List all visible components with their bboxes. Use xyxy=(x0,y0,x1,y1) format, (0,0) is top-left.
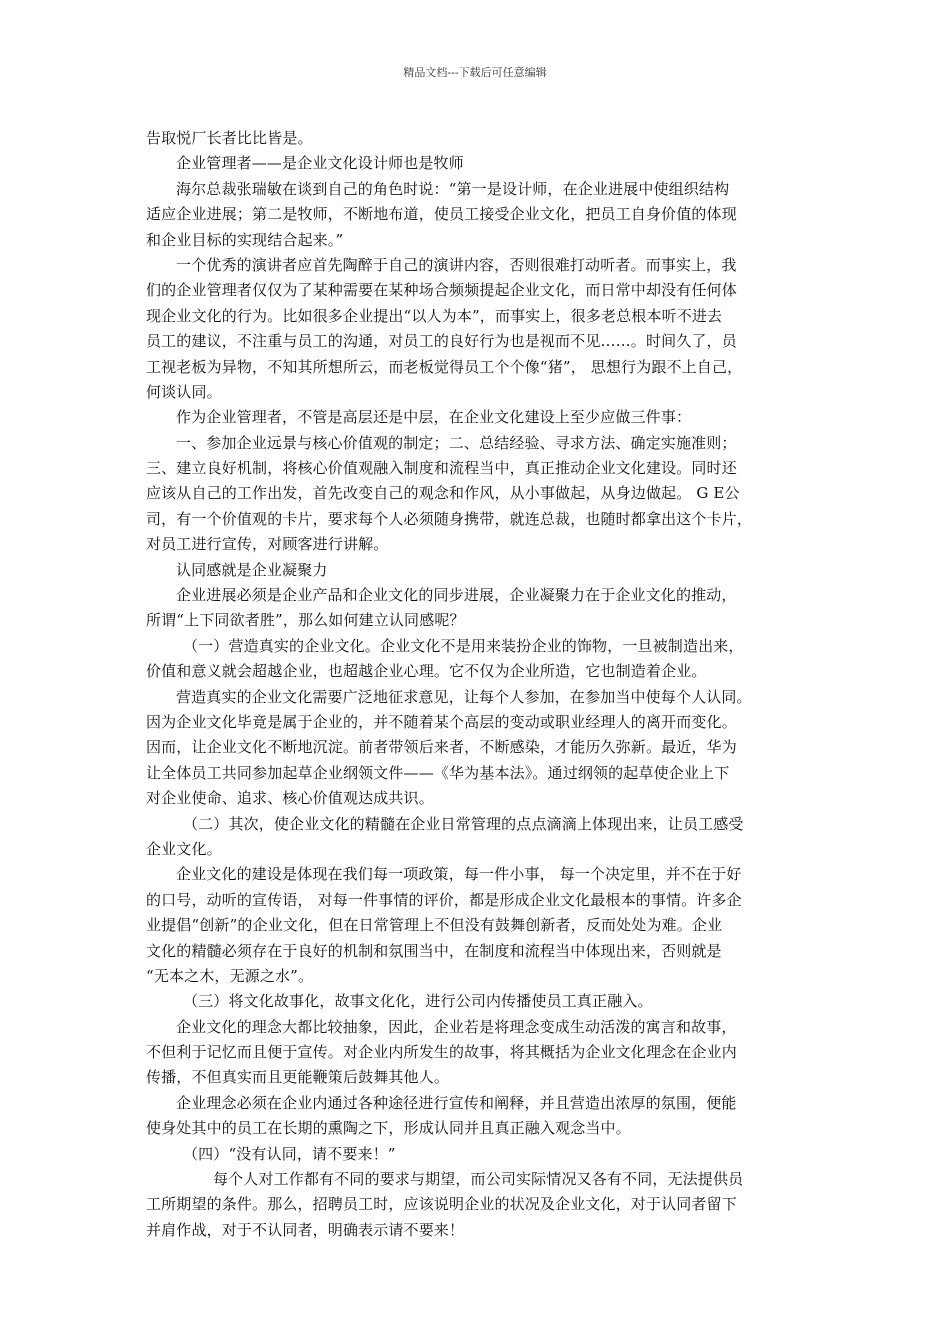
text-line: （四）“没有认同，请不要来！” xyxy=(183,1144,396,1163)
text-line: 使身处其中的员工在长期的熏陶之下，形成认同并且真正融入观念当中。 xyxy=(146,1119,631,1138)
text-line: 告取悦厂长者比比皆是。 xyxy=(146,129,313,147)
text-line: 传播，不但真实而且更能鞭策后鼓舞其他人。 xyxy=(146,1068,450,1087)
text-line: 企业文化的理念大都比较抽象，因此，企业若是将理念变成生动活泼的寓言和故事， xyxy=(176,1017,737,1036)
text-line: （一）营造真实的企业文化。企业文化不是用来装扮企业的饰物，一旦被制造出来， xyxy=(183,636,744,655)
text-line: 对员工进行宣传，对顾客进行讲解。 xyxy=(146,535,389,554)
text-line: 工所期望的条件。那么，招聘员工时，应该说明企业的状况及企业文化，对于认同者留下 xyxy=(146,1195,737,1214)
text-line: 企业管理者——是企业文化设计师也是牧师 xyxy=(176,154,464,173)
page-header: 精品文档---下载后可任意编辑 xyxy=(403,66,547,79)
text-line: 工视老板为异物，不知其所想所云，而老板觉得员工个个像“猪”， 思想行为跟不上自己， xyxy=(146,357,743,376)
text-line: 司，有一个价值观的卡片，要求每个人必须随身携带，就连总裁，也随时都拿出这个卡片， xyxy=(146,509,753,528)
text-line: 员工的建议，不注重与员工的沟通，对员工的良好行为也是视而不见……。时间久了，员 xyxy=(146,332,737,351)
text-line: 三、建立良好机制，将核心价值观融入制度和流程当中，真正推动企业文化建设。同时还 xyxy=(146,459,737,478)
text-line: （三）将文化故事化，故事文化化，进行公司内传播使员工真正融入。 xyxy=(183,992,653,1011)
text-line: 企业理念必须在企业内通过各种途径进行宣传和阐释，并且营造出浓厚的氛围，便能 xyxy=(176,1093,737,1112)
text-line: 因而，让企业文化不断地沉淀。前者带领后来者，不断感染，才能历久弥新。最近，华为 xyxy=(146,738,737,757)
text-line: 让全体员工共同参加起草企业纲领文件——《华为基本法》。通过纲领的起草使企业上下 xyxy=(146,763,730,782)
text-line: 海尔总裁张瑞敏在谈到自己的角色时说：“第一是设计师，在企业进展中使组织结构 xyxy=(176,179,730,198)
text-line: 并肩作战，对于不认同者，明确表示请不要来！ xyxy=(146,1220,465,1239)
text-line: 现企业文化的行为。比如很多企业提出“以人为本”，而事实上，很多老总根本听不进去 xyxy=(146,306,723,325)
text-line: 因为企业文化毕竟是属于企业的，并不随着某个高层的变动或职业经理人的离开而变化。 xyxy=(146,712,737,731)
text-line: 们的企业管理者仅仅为了某种需要在某种场合频频提起企业文化，而日常中却没有任何体 xyxy=(146,281,737,300)
text-line: 价值和意义就会超越企业，也超越企业心理。它不仅为企业所造，它也制造着企业。 xyxy=(146,662,707,681)
text-line: 适应企业进展；第二是牧师，不断地布道，使员工接受企业文化，把员工自身价值的体现 xyxy=(146,205,737,224)
text-line: 文化的精髓必须存在于良好的机制和氛围当中，在制度和流程当中体现出来，否则就是 xyxy=(146,941,722,960)
document-body xyxy=(146,126,806,1243)
text-line: 营造真实的企业文化需要广泛地征求意见，让每个人参加，在参加当中使每个人认同。 xyxy=(176,687,752,706)
text-line: 认同感就是企业凝聚力 xyxy=(176,560,328,579)
text-line: “无本之木，无源之水”。 xyxy=(146,966,314,985)
text-line: 企业进展必须是企业产品和企业文化的同步进展，企业凝聚力在于企业文化的推动， xyxy=(176,586,737,605)
text-line: 对企业使命、追求、核心价值观达成共识。 xyxy=(146,789,434,808)
text-line: 每个人对工作都有不同的要求与期望，而公司实际情况又各有不同，无法提供员 xyxy=(213,1170,744,1189)
text-line: 何谈认同。 xyxy=(146,382,222,401)
text-line: 作为企业管理者，不管是高层还是中层，在企业文化建设上至少应做三件事： xyxy=(176,408,692,427)
text-line: 企业文化的建设是体现在我们每一项政策，每一件小事， 每一个决定里，并不在于好 xyxy=(176,865,742,884)
text-line: （二）其次，使企业文化的精髓在企业日常管理的点点滴滴上体现出来，让员工感受 xyxy=(183,814,744,833)
text-line: 应该从自己的工作出发，首先改变自己的观念和作风，从小事做起，从身边做起。 G E公 xyxy=(146,484,740,503)
text-line: 一个优秀的演讲者应首先陶醉于自己的演讲内容，否则很难打动听者。而事实上，我 xyxy=(176,255,737,274)
text-line: 一、参加企业远景与核心价值观的制定；二、总结经验、寻求方法、确定实施准则； xyxy=(176,433,737,452)
text-line: 和企业目标的实现结合起来。” xyxy=(146,230,344,249)
text-line: 企业文化。 xyxy=(146,839,222,858)
text-line: 所谓“上下同欲者胜”，那么如何建立认同感呢？ xyxy=(146,611,465,630)
text-line: 不但利于记忆而且便于宣传。对企业内所发生的故事，将其概括为企业文化理念在企业内 xyxy=(146,1043,737,1062)
text-line: 的口号，动听的宣传语， 对每一件事情的评价，都是形成企业文化最根本的事情。许多企 xyxy=(146,890,742,909)
text-line: 业提倡“创新”的企业文化，但在日常管理上不但没有鼓舞创新者，反而处处为难。企业 xyxy=(146,916,723,935)
